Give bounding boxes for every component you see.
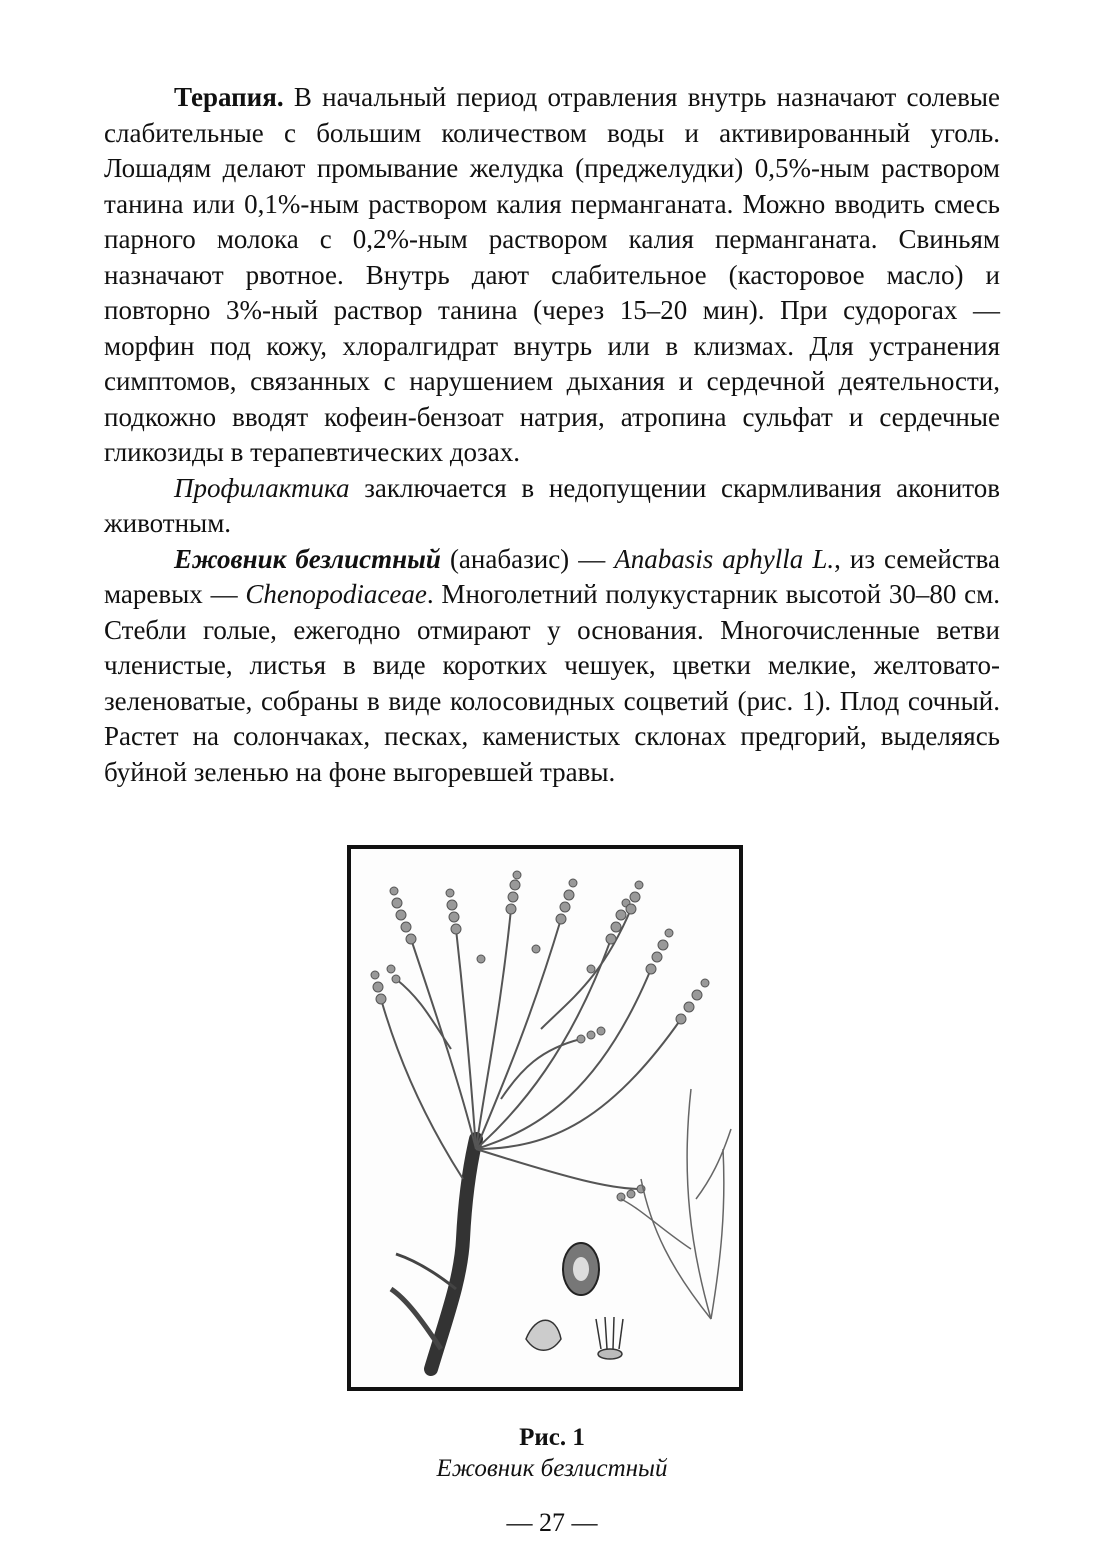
anabasis-plant-drawing — [351, 849, 739, 1387]
body-text — [104, 80, 1000, 790]
paragraph-prophylaxis — [104, 471, 1000, 542]
anabasis-part2: , из семейства маревых — — [104, 543, 1001, 609]
anabasis-part3: . Многолетний полукустарник высотой 30–80 см. Стебли голые, ежегодно отмирают у основания. Многочисленные ветви членистые, листья в виде коротких чешуек, цветки мелкие, желтовато-зеленоватые, собраны в виде колосовидных соцветий (рис. 1). Плод сочный. Растет на солончаках, песках, каменистых склонах предгорий, выделяясь буйной зеленью на фоне выгоревшей травы. — [104, 579, 1000, 787]
prophylaxis-body: заключается в недопущении скармливания аконитов животным. — [104, 472, 1000, 538]
anabasis-lead: Ежовник безлистный — [174, 543, 441, 574]
figure-caption: Ежовник безлистный — [436, 1455, 668, 1482]
therapy-lead: Терапия. — [174, 82, 284, 112]
therapy-body: В начальный период отравления внутрь назначают солевые слабительные с большим количеством воды и активированный уголь. Лошадям делают промывание желудка (преджелудки) 0,5%-ным раствором танина или 0,1%-ным раствором калия перманганата. Можно вводить смесь парного молока с 0,2%-ным раствором калия перманганата. Свиньям назначают рвотное. Внутрь дают слабительное (касторовое масло) и повторно 3%-ный раствор танина (через 15–20 мин). При судорогах — морфин под кожу, хлоралгидрат внутрь или в клизмах. Для устранения симптомов, связанных с нарушением дыхания и сердечной деятельности, подкожно вводят кофеин-бензоат натрия, атропина сульфат и сердечные гликозиды в терапевтических дозах. — [104, 82, 1000, 467]
anabasis-latin-name: Anabasis aphylla L. — [614, 543, 835, 574]
anabasis-part1: (анабазис) — — [440, 543, 615, 574]
paragraph-anabasis — [104, 542, 1000, 791]
page-number: — 27 — — [506, 1508, 598, 1537]
anabasis-family-latin: Chenopodiaceae — [245, 579, 427, 609]
figure-title: Рис. 1 — [519, 1424, 585, 1451]
paragraph-therapy — [104, 80, 1000, 471]
figure-illustration — [347, 845, 743, 1391]
prophylaxis-lead: Профилактика — [174, 472, 350, 503]
